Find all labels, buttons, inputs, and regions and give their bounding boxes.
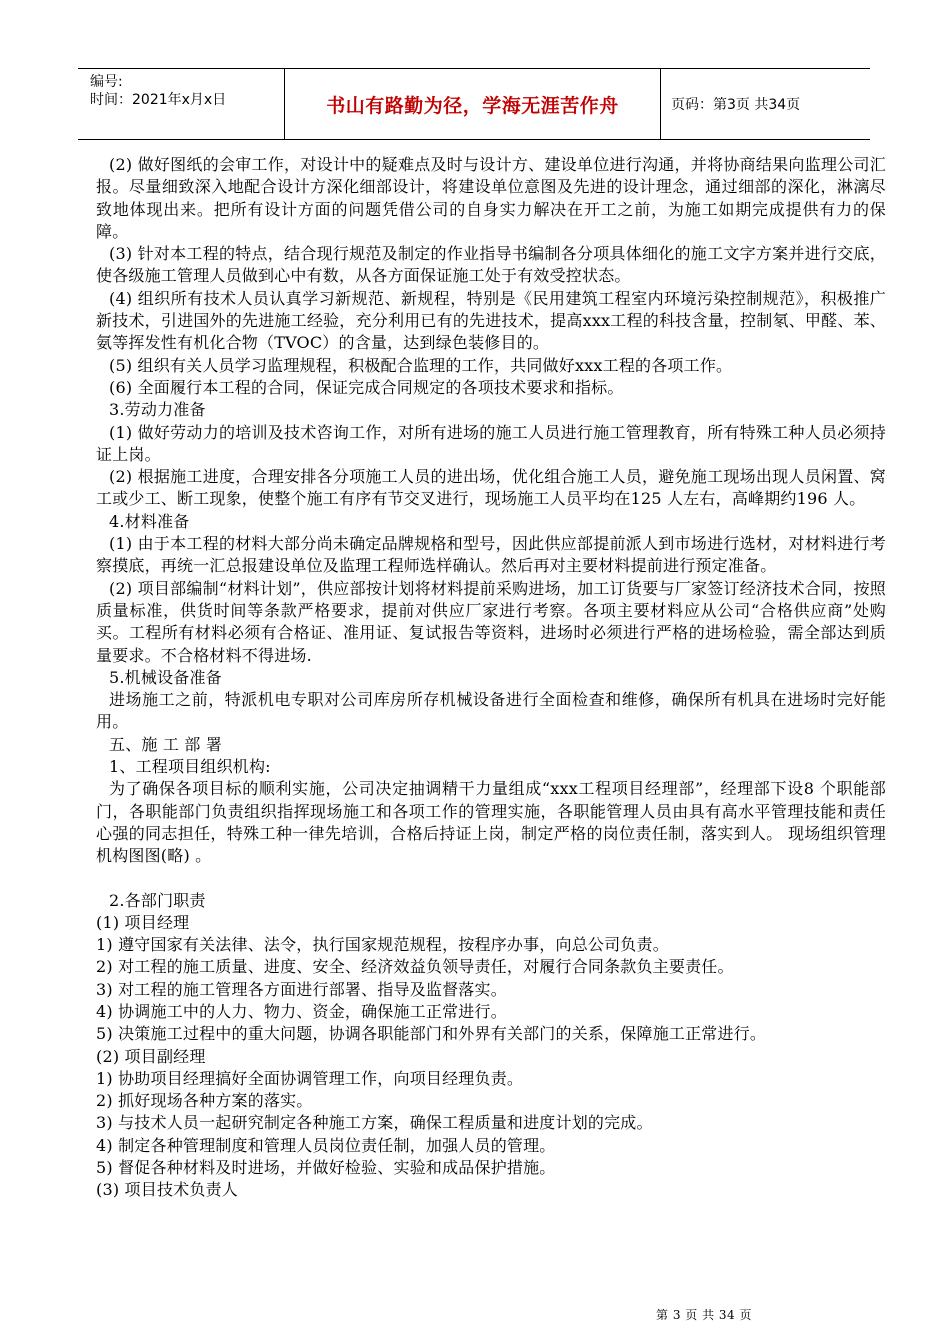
list-item: 5) 决策施工过程中的重大问题，协调各职能部门和外界有关部门的关系，保障施工正常进行。 [96,1024,767,1044]
section-heading: 1、工程项目组织机构: [109,757,271,777]
paragraph: (2) 做好图纸的会审工作，对设计中的疑难点及时与设计方、建设单位进行沟通，并将协商结果向监理公司汇报。尽量细致深入地配合设计方深化细部设计，将建设单位意图及先进的设计理念，通过细部的深化，淋漓尽致地体现出来。把所有设计方面的问题凭借公司的自身实力解决在开工之前，为施工如期完成提供有力的保障。 [96,155,886,241]
doc-date: 时间：2021年x月x日 [90,92,227,108]
footer-page-number: 第 3 页 共 34 页 [656,1308,752,1322]
paragraph: (1) 做好劳动力的培训及技术咨询工作，对所有进场的施工人员进行施工管理教育，所有特殊工种人员必须持证上岗。 [96,422,886,464]
header-meta [78,69,284,139]
paragraph: (6) 全面履行本工程的合同，保证完成合同规定的各项技术要求和指标。 [109,377,624,397]
doc-number-label: 编号: [90,74,123,90]
section-heading: 5.机械设备准备 [109,667,222,687]
header-motto-cell [284,69,661,139]
list-item: 1) 协助项目经理搞好全面协调管理工作，向项目经理负责。 [96,1068,524,1088]
paragraph: (1) 由于本工程的材料大部分尚未确定品牌规格和型号，因此供应部提前派人到市场进行选材，对材料进行考察摸底，再统一汇总报建设单位及监理工程师选样确认。然后再对主要材料提前进行预定准备。 [96,534,886,576]
paragraph: (4) 组织所有技术人员认真学习新规范、新规程，特别是《民用建筑工程室内环境污染控制规范》，积极推广新技术，引进国外的先进施工经验，充分利用已有的先进技术，提高xxx工程的科技含量，控制氡、甲醛、苯、氨等挥发性有机化合物（TVOC）的含量，达到绿色装修目的。 [96,288,886,353]
subsection-heading: (2) 项目副经理 [96,1046,206,1066]
paragraph: (2) 项目部编制“材料计划”，供应部按计划将材料提前采购进场，加工订货要与厂家签订经济技术合同，按照质量标准，供货时间等条款严格要求，提前对供应厂家进行考察。各项主要材料应从公司“合格供应商”处购买。工程所有材料必须有合格证、准用证、复试报告等资料，进场时必须进行严格的进场检验，需全部达到质量要求。不合格材料不得进场. [96,578,886,665]
list-item: 4) 协调施工中的人力、物力、资金，确保施工正常进行。 [96,1001,507,1021]
list-item: 2) 对工程的施工质量、进度、安全、经济效益负领导责任，对履行合同条款负主要责任。 [96,957,734,977]
paragraph: 为了确保各项目标的顺利实施，公司决定抽调精干力量组成“xxx工程项目经理部”，经理部下设8 个职能部门，各职能部门负责组织指挥现场施工和各项工作的管理实施，各职能管理人员由具有高水平管理技能和责任心强的同志担任，特殊工种一律先培训，合格后持证上岗，制定严格的岗位责任制，落实到人。 现场组织管理机构图图(略) 。 [96,779,886,866]
header-page-number: 页码：第3页 共34页 [671,97,801,113]
list-item: 5) 督促各种材料及时进场，并做好检验、实验和成品保护措施。 [96,1158,556,1178]
list-item: 4) 制定各种管理制度和管理人员岗位责任制，加强人员的管理。 [96,1135,556,1155]
header-page-cell [661,69,870,139]
section-heading: 2.各部门职责 [109,890,206,910]
list-item: 3) 对工程的施工管理各方面进行部署、指导及监督落实。 [96,979,507,999]
paragraph: (2) 根据施工进度，合理安排各分项施工人员的进出场，优化组合施工人员，避免施工现场出现人员闲置、窝工或少工、断工现象，使整个施工有序有节交叉进行，现场施工人员平均在125 人左右，高峰期约196 人。 [96,467,886,509]
subsection-heading: (1) 项目经理 [96,912,190,932]
document-body [96,154,886,1202]
page-footer [656,1306,752,1323]
paragraph: 进场施工之前，特派机电专职对公司库房所存机械设备进行全面检查和维修，确保所有机具在进场时完好能用。 [96,690,886,732]
paragraph: (5) 组织有关人员学习监理规程，积极配合监理的工作，共同做好xxx工程的各项工作。 [109,355,733,375]
header-motto: 书山有路勤为径，学海无涯苦作舟 [326,94,619,117]
chapter-heading: 五、施 工 部 署 [109,734,223,754]
paragraph: (3) 针对本工程的特点，结合现行规范及制定的作业指导书编制各分项具体细化的施工文字方案并进行交底，使各级施工管理人员做到心中有数，从各方面保证施工处于有效受控状态。 [96,244,886,286]
page-header [78,68,870,140]
section-heading: 4.材料准备 [109,511,190,531]
list-item: 3) 与技术人员一起研究制定各种施工方案，确保工程质量和进度计划的完成。 [96,1113,653,1133]
blank-line [96,868,886,890]
section-heading: 3.劳动力准备 [109,400,206,420]
subsection-heading: (3) 项目技术负责人 [96,1180,238,1200]
list-item: 2) 抓好现场各种方案的落实。 [96,1091,313,1111]
list-item: 1) 遵守国家有关法律、法令，执行国家规范规程，按程序办事，向总公司负责。 [96,935,669,955]
